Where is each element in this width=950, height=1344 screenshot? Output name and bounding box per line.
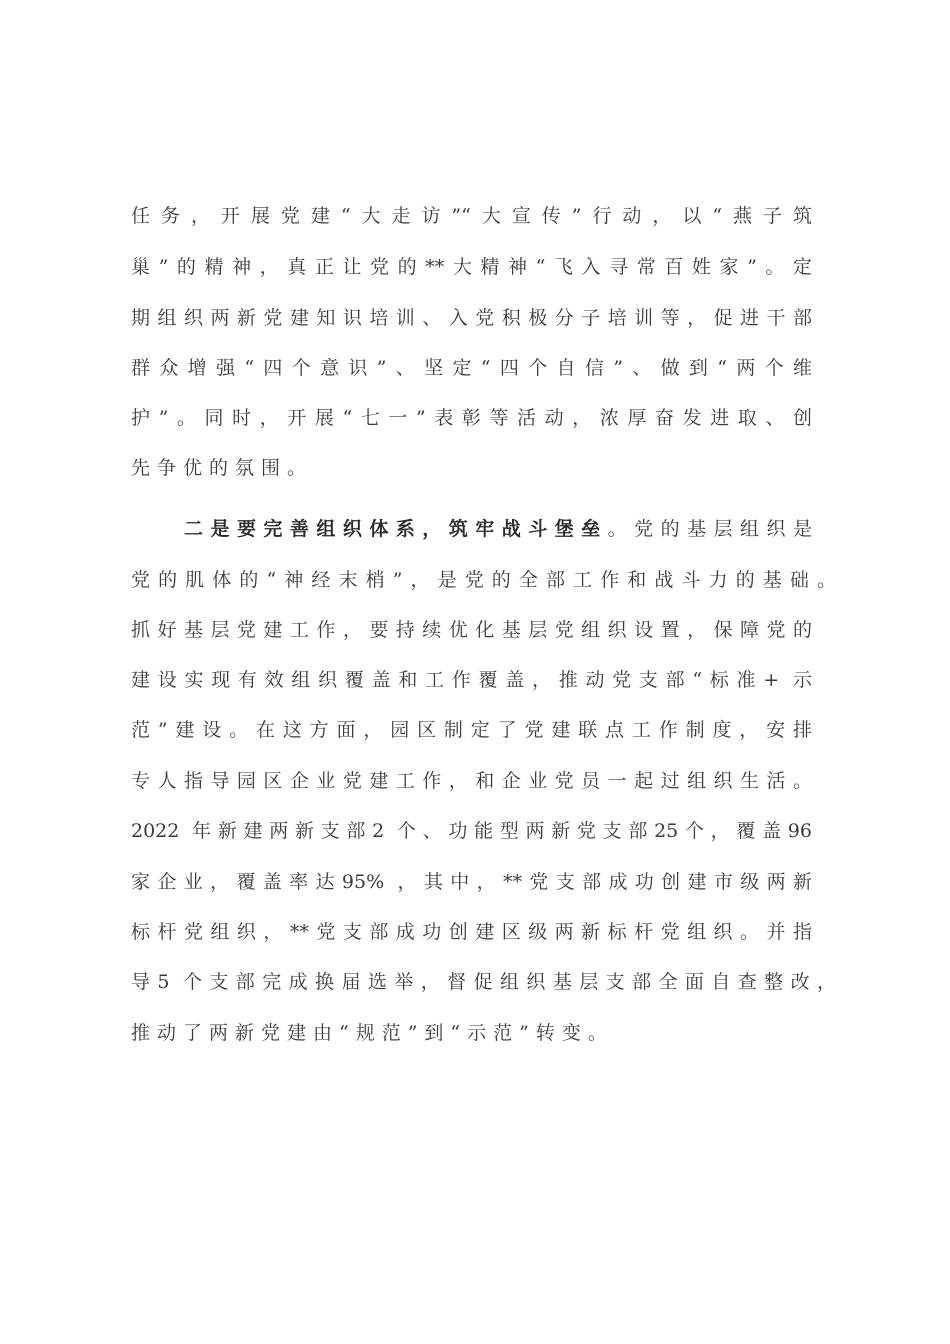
paragraph2-line-4: 范”建设。在这方面，园区制定了党建联点工作制度，安排 xyxy=(131,719,812,741)
paragraph2-heading: 二是要完善组织体系，筑牢战斗堡垒 xyxy=(184,518,608,540)
paragraph2-line-8: 标杆党组织，**党支部成功创建区级两新标杆党组织。并指 xyxy=(131,921,812,943)
paragraph2-line-5: 专人指导园区企业党建工作，和企业党员一起过组织生活。 xyxy=(131,770,812,792)
paragraph2-line-7: 家企业，覆盖率达95% ，其中，**党支部成功创建市级两新 xyxy=(131,871,812,893)
paragraph2-line-6: 2022 年新建两新支部2 个、功能型两新党支部25个，覆盖96 xyxy=(131,820,812,842)
paragraph1-line-4: 群众增强“四个意识”、坚定“四个自信”、做到“两个维 xyxy=(131,357,812,379)
paragraph2-line-3: 建设实现有效组织覆盖和工作覆盖，推动党支部“标准+ 示 xyxy=(131,669,812,691)
paragraph1-line-5: 护”。同时，开展“七一”表彰等活动，浓厚奋发进取、创 xyxy=(131,407,812,429)
paragraph2-line-9: 导5 个支部完成换届选举，督促组织基层支部全面自查整改， xyxy=(131,971,836,993)
paragraph2-line-1: 党的肌体的“神经末梢”，是党的全部工作和战斗力的基础。 xyxy=(131,569,836,591)
paragraph2-line-2: 抓好基层党建工作，要持续优化基层党组织设置，保障党的 xyxy=(131,619,812,641)
paragraph2-line-10: 推动了两新党建由“规范”到“示范”转变。 xyxy=(131,1022,614,1044)
paragraph2-lead-rest: 。党的基层组织是 xyxy=(607,518,812,540)
paragraph1-line-3: 期组织两新党建知识培训、入党积极分子培训等，促进干部 xyxy=(131,307,812,329)
paragraph1-line-2: 巢”的精神，真正让党的**大精神“飞入寻常百姓家”。定 xyxy=(131,256,812,278)
paragraph2-lead-line xyxy=(184,516,812,542)
paragraph1-line-1: 任务，开展党建“大走访”“大宣传”行动，以“燕子筑 xyxy=(131,205,812,227)
paragraph1-line-6: 先争优的氛围。 xyxy=(131,457,314,479)
